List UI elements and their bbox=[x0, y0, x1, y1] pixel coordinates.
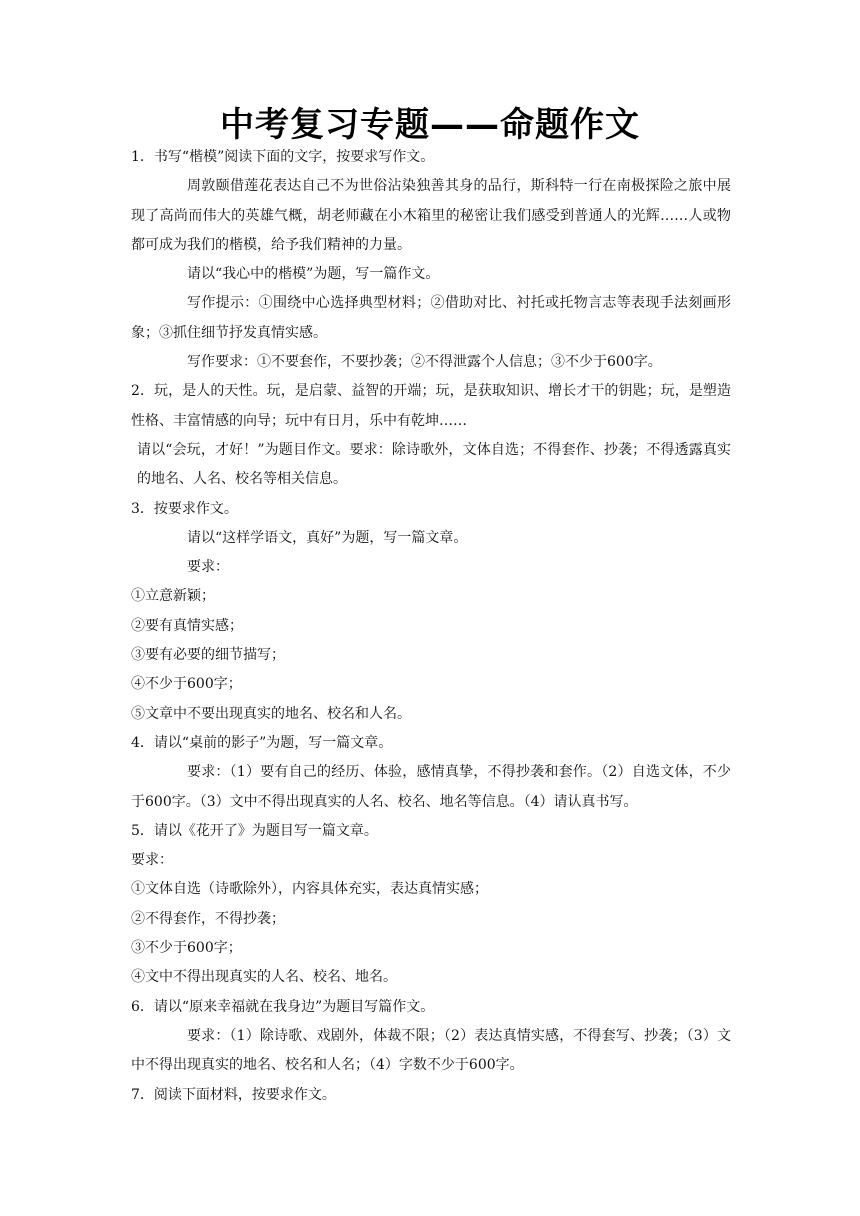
question-1-hints: 写作提示：①围绕中心选择典型材料；②借助对比、衬托或托物言志等表现手法刻画形象；③抓住细节抒发真情实感。 bbox=[131, 295, 731, 341]
question-1-material: 周敦颐借莲花表达自己不为世俗沾染独善其身的品行，斯科特一行在南极探险之旅中展现了高尚而伟大的英雄气概，胡老师藏在小木箱里的秘密让我们感受到普通人的光辉……人或物都可成为我们的楷模，给予我们精神的力量。 bbox=[131, 178, 731, 253]
question-5-heading: 5．请以《花开了》为题目写一篇文章。 bbox=[131, 822, 378, 839]
question-3-requirement-item: ④不少于600字； bbox=[131, 676, 242, 693]
question-2-heading: 2．玩，是人的天性。玩，是启蒙、益智的开端；玩，是获取知识、增长才干的钥匙；玩，是塑造性格、丰富情感的向导；玩中有日月，乐中有乾坤…… bbox=[131, 383, 731, 429]
question-5-requirement-item: ①文体自选（诗歌除外），内容具体充实，表达真情实感； bbox=[131, 881, 488, 898]
question-3-requirement-item: ⑤文章中不要出现真实的地名、校名和人名。 bbox=[131, 705, 411, 722]
question-1-requirements: 写作要求：①不要套作，不要抄袭；②不得泄露个人信息；③不少于600字。 bbox=[187, 354, 662, 371]
question-1-prompt: 请以“我心中的楷模”为题，写一篇作文。 bbox=[187, 266, 440, 283]
question-4-requirements: 要求：（1）要有自己的经历、体验，感情真挚，不得抄袭和套作。（2）自选文体，不少于600字。（3）文中不得出现真实的人名、校名、地名等信息。（4）请认真书写。 bbox=[131, 764, 731, 810]
question-3-requirements-label: 要求： bbox=[187, 559, 229, 576]
question-5-requirement-item: ④文中不得出现真实的人名、校名、地名。 bbox=[131, 969, 397, 986]
question-7-heading: 7．阅读下面材料，按要求作文。 bbox=[131, 1086, 336, 1103]
page-title: 中考复习专题——命题作文 bbox=[220, 105, 640, 145]
question-3-requirement-item: ③要有必要的细节描写； bbox=[131, 647, 285, 664]
question-6-heading: 6．请以“原来幸福就在我身边”为题目写篇作文。 bbox=[131, 998, 435, 1015]
question-3-requirement-item: ①立意新颖； bbox=[131, 588, 215, 605]
question-6-requirements: 要求：（1）除诗歌、戏剧外，体裁不限；（2）表达真情实感，不得套写、抄袭；（3）文中不得出现真实的地名、校名和人名；（4）字数不少于600字。 bbox=[131, 1027, 731, 1074]
question-5-requirements-label: 要求： bbox=[131, 852, 173, 869]
question-3-prompt: 请以“这样学语文，真好”为题，写一篇文章。 bbox=[187, 529, 468, 546]
document-body bbox=[131, 143, 731, 1110]
question-4-heading: 4．请以“桌前的影子”为题，写一篇文章。 bbox=[131, 734, 393, 751]
question-2-prompt: 请以“会玩，才好！”为题目作文。要求：除诗歌外，文体自选；不得套作、抄袭；不得透露真实的地名、人名、校名等相关信息。 bbox=[137, 441, 731, 488]
question-5-requirement-item: ③不少于600字； bbox=[131, 940, 242, 957]
question-3-heading: 3．按要求作文。 bbox=[131, 500, 238, 517]
question-1-heading: 1．书写“楷模”阅读下面的文字，按要求写作文。 bbox=[131, 149, 435, 165]
question-3-requirement-item: ②要有真情实感； bbox=[131, 617, 243, 634]
question-5-requirement-item: ②不得套作，不得抄袭； bbox=[131, 910, 285, 927]
